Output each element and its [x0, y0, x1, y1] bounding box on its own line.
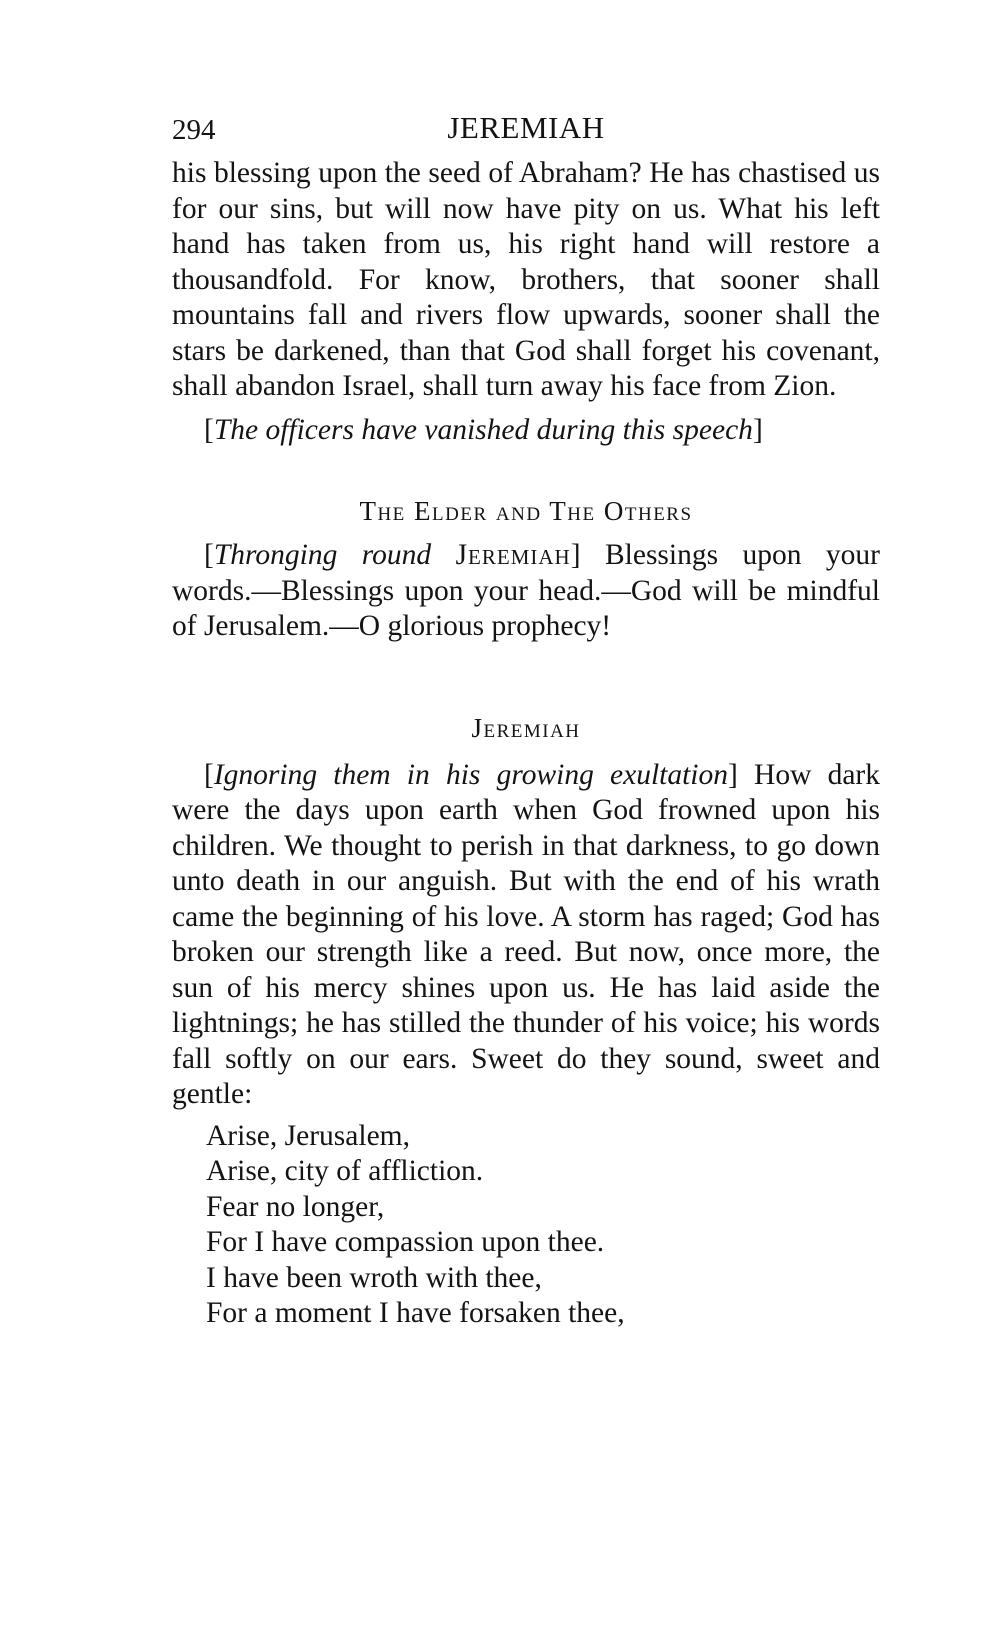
verse-line: For a moment I have forsaken thee, — [206, 1297, 625, 1329]
speech-text: Blessings upon your words.—Blessings upon your head.—God will be mindful of Jerusalem.—O glorious prophecy! — [172, 539, 881, 642]
bracket-close: ] — [752, 413, 763, 446]
bracket-open: [ — [204, 539, 214, 571]
running-head: JEREMIAH — [447, 110, 605, 145]
page-number: 294 — [172, 114, 216, 146]
speech — [172, 538, 880, 645]
verse-line: I have been wroth with thee, — [206, 1261, 542, 1294]
speech-text: How dark were the days upon earth when God frowned upon his children. We thought to perish in that darkness, to go down unto death in our anguish. But with the end of his wrath came the beginning of his love. A storm has raged; God has broken our strength like a reed. But now, once more, the sun of his mercy shines upon us. He has laid aside the lightnings; he has stilled the thunder of his voice; his words fall softly on our ears. Sweet do they sound, sweet and gentle: — [172, 758, 880, 1110]
speech — [172, 758, 880, 1113]
speech-continued: his blessing upon the seed of Abraham? He has chastised us for our sins, but will now have pity on us. What his left hand has taken from us, his right hand will restore a thousandfold. For know, brothers, that sooner shall mountains fall and rivers flow upwards, sooner shall the stars be darkened, than that God shall forget his covenant, shall abandon Israel, shall turn away his face from Zion. — [172, 157, 880, 402]
verse-line: Arise, city of affliction. — [206, 1155, 484, 1187]
speaker-heading: Jeremiah — [471, 712, 581, 743]
verse-line: For I have compassion upon thee. — [206, 1226, 605, 1258]
stage-direction — [172, 413, 880, 449]
bracket-open: [ — [204, 413, 214, 446]
stage-direction-text: The officers have vanished during this speech — [213, 413, 753, 446]
page-header — [172, 100, 880, 156]
character-name: Jeremiah — [455, 539, 571, 571]
bracket-close: ] — [728, 758, 738, 791]
bracket-open: [ — [204, 758, 214, 791]
verse-block — [172, 1119, 880, 1332]
verse-line: Fear no longer, — [206, 1190, 385, 1223]
verse-line: Arise, Jerusalem, — [206, 1119, 410, 1152]
book-page — [172, 100, 880, 1332]
bracket-close: ] — [570, 539, 581, 571]
stage-direction-text: Thronging round — [213, 539, 432, 571]
stage-direction-text: Ignoring them in his growing exultation — [213, 758, 728, 791]
speaker-heading: The Elder and The Others — [359, 496, 693, 526]
